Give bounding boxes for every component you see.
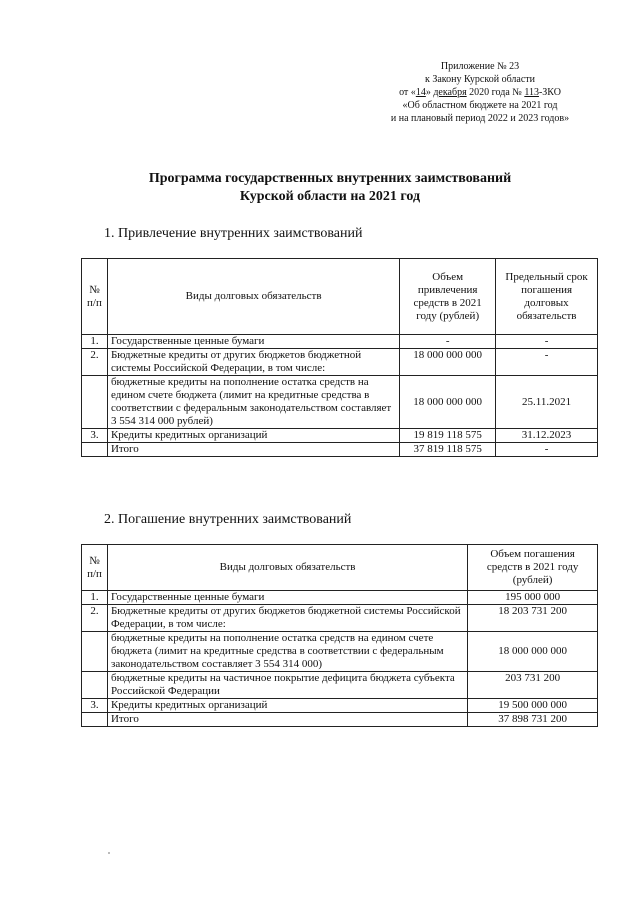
appendix-line-1: Приложение № 23 (440, 61, 520, 72)
scan-speck (108, 852, 110, 854)
cell-amount: 37 898 731 200 (468, 713, 598, 727)
cell-amount: 18 000 000 000 (400, 349, 496, 376)
header-amount: Объем погашения средств в 2021 году (рублей) (468, 545, 598, 591)
table-row (82, 672, 598, 699)
header-kind: Виды долговых обязательств (107, 545, 467, 591)
cell-deadline: - (496, 349, 598, 376)
table-total-row (82, 443, 598, 457)
cell-kind: Государственные ценные бумаги (107, 591, 467, 605)
appendix-number: 113 (524, 87, 539, 98)
document-title (80, 170, 580, 206)
cell-amount: 18 203 731 200 (468, 605, 598, 632)
cell-amount: - (400, 335, 496, 349)
cell-kind: Бюджетные кредиты от других бюджетов бюджетной системы Российской Федерации, в том числе: (107, 349, 399, 376)
table-row (82, 699, 598, 713)
cell-deadline: 31.12.2023 (496, 429, 598, 443)
table-row (82, 605, 598, 632)
section-2-heading: 2. Погашение внутренних заимствований (104, 512, 352, 527)
title-line-2: Курской области на 2021 год (239, 189, 421, 204)
cell-kind: Итого (107, 443, 399, 457)
cell-amount: 203 731 200 (468, 672, 598, 699)
cell-kind: Бюджетные кредиты от других бюджетов бюджетной системы Российской Федерации, в том числе: (107, 605, 467, 632)
appendix-suffix: -ЗКО (538, 87, 561, 98)
cell-kind: бюджетные кредиты на пополнение остатка средств на едином счете бюджета (лимит на кредитные средства в соответствии с федеральным законодательством составляет 3 554 314 000) (107, 632, 467, 672)
table-row (82, 632, 598, 672)
cell-kind: Государственные ценные бумаги (107, 335, 399, 349)
table-row (82, 335, 598, 349)
cell-num: 1. (82, 591, 108, 605)
cell-num: 3. (82, 429, 108, 443)
table-row (82, 429, 598, 443)
appendix-prefix: от « (399, 87, 416, 98)
cell-deadline: 25.11.2021 (496, 376, 598, 429)
cell-amount: 18 000 000 000 (400, 376, 496, 429)
table-total-row (82, 713, 598, 727)
title-line-1: Программа государственных внутренних заимствований (148, 171, 512, 186)
cell-num: 2. (82, 605, 108, 632)
cell-kind: Итого (107, 713, 467, 727)
appendix-day: 14 (415, 87, 426, 98)
cell-kind: Кредиты кредитных организаций (107, 429, 399, 443)
header-deadline: Предельный срок погашения долговых обязательств (496, 259, 598, 335)
cell-num: 3. (82, 699, 108, 713)
cell-kind: бюджетные кредиты на частичное покрытие дефицита бюджета субъекта Российской Федерации (107, 672, 467, 699)
appendix-month: декабря (433, 87, 467, 98)
table-header-row (82, 545, 598, 591)
cell-amount: 195 000 000 (468, 591, 598, 605)
section-1-heading: 1. Привлечение внутренних заимствований (104, 226, 363, 241)
cell-num (82, 632, 108, 672)
table-row (82, 591, 598, 605)
header-kind: Виды долговых обязательств (107, 259, 399, 335)
cell-amount: 37 819 118 575 (400, 443, 496, 457)
cell-num (82, 376, 108, 429)
header-num: № п/п (82, 259, 108, 335)
cell-amount: 19 500 000 000 (468, 699, 598, 713)
cell-deadline: - (496, 443, 598, 457)
cell-num (82, 672, 108, 699)
appendix-header (360, 60, 600, 125)
appendix-mid: » (425, 87, 434, 98)
table-header-row (82, 259, 598, 335)
appendix-line-2: к Закону Курской области (425, 74, 535, 85)
cell-kind: Кредиты кредитных организаций (107, 699, 467, 713)
table-row (82, 376, 598, 429)
cell-num: 1. (82, 335, 108, 349)
cell-num: 2. (82, 349, 108, 376)
cell-amount: 19 819 118 575 (400, 429, 496, 443)
borrowing-table (81, 258, 598, 457)
appendix-line-4: «Об областном бюджете на 2021 год (402, 100, 558, 111)
header-amount: Объем привлечения средств в 2021 году (рублей) (400, 259, 496, 335)
table-row (82, 349, 598, 376)
header-num: № п/п (82, 545, 108, 591)
cell-amount: 18 000 000 000 (468, 632, 598, 672)
appendix-mid2: 2020 года № (466, 87, 525, 98)
cell-num (82, 443, 108, 457)
appendix-line-3 (360, 86, 600, 99)
cell-kind: бюджетные кредиты на пополнение остатка средств на едином счете бюджета (лимит на кредитные средства в соответствии с федеральным законодательством составляет 3 554 314 000 рублей) (107, 376, 399, 429)
repayment-table (81, 544, 598, 727)
cell-deadline: - (496, 335, 598, 349)
appendix-line-5: и на плановый период 2022 и 2023 годов» (390, 113, 570, 124)
cell-num (82, 713, 108, 727)
